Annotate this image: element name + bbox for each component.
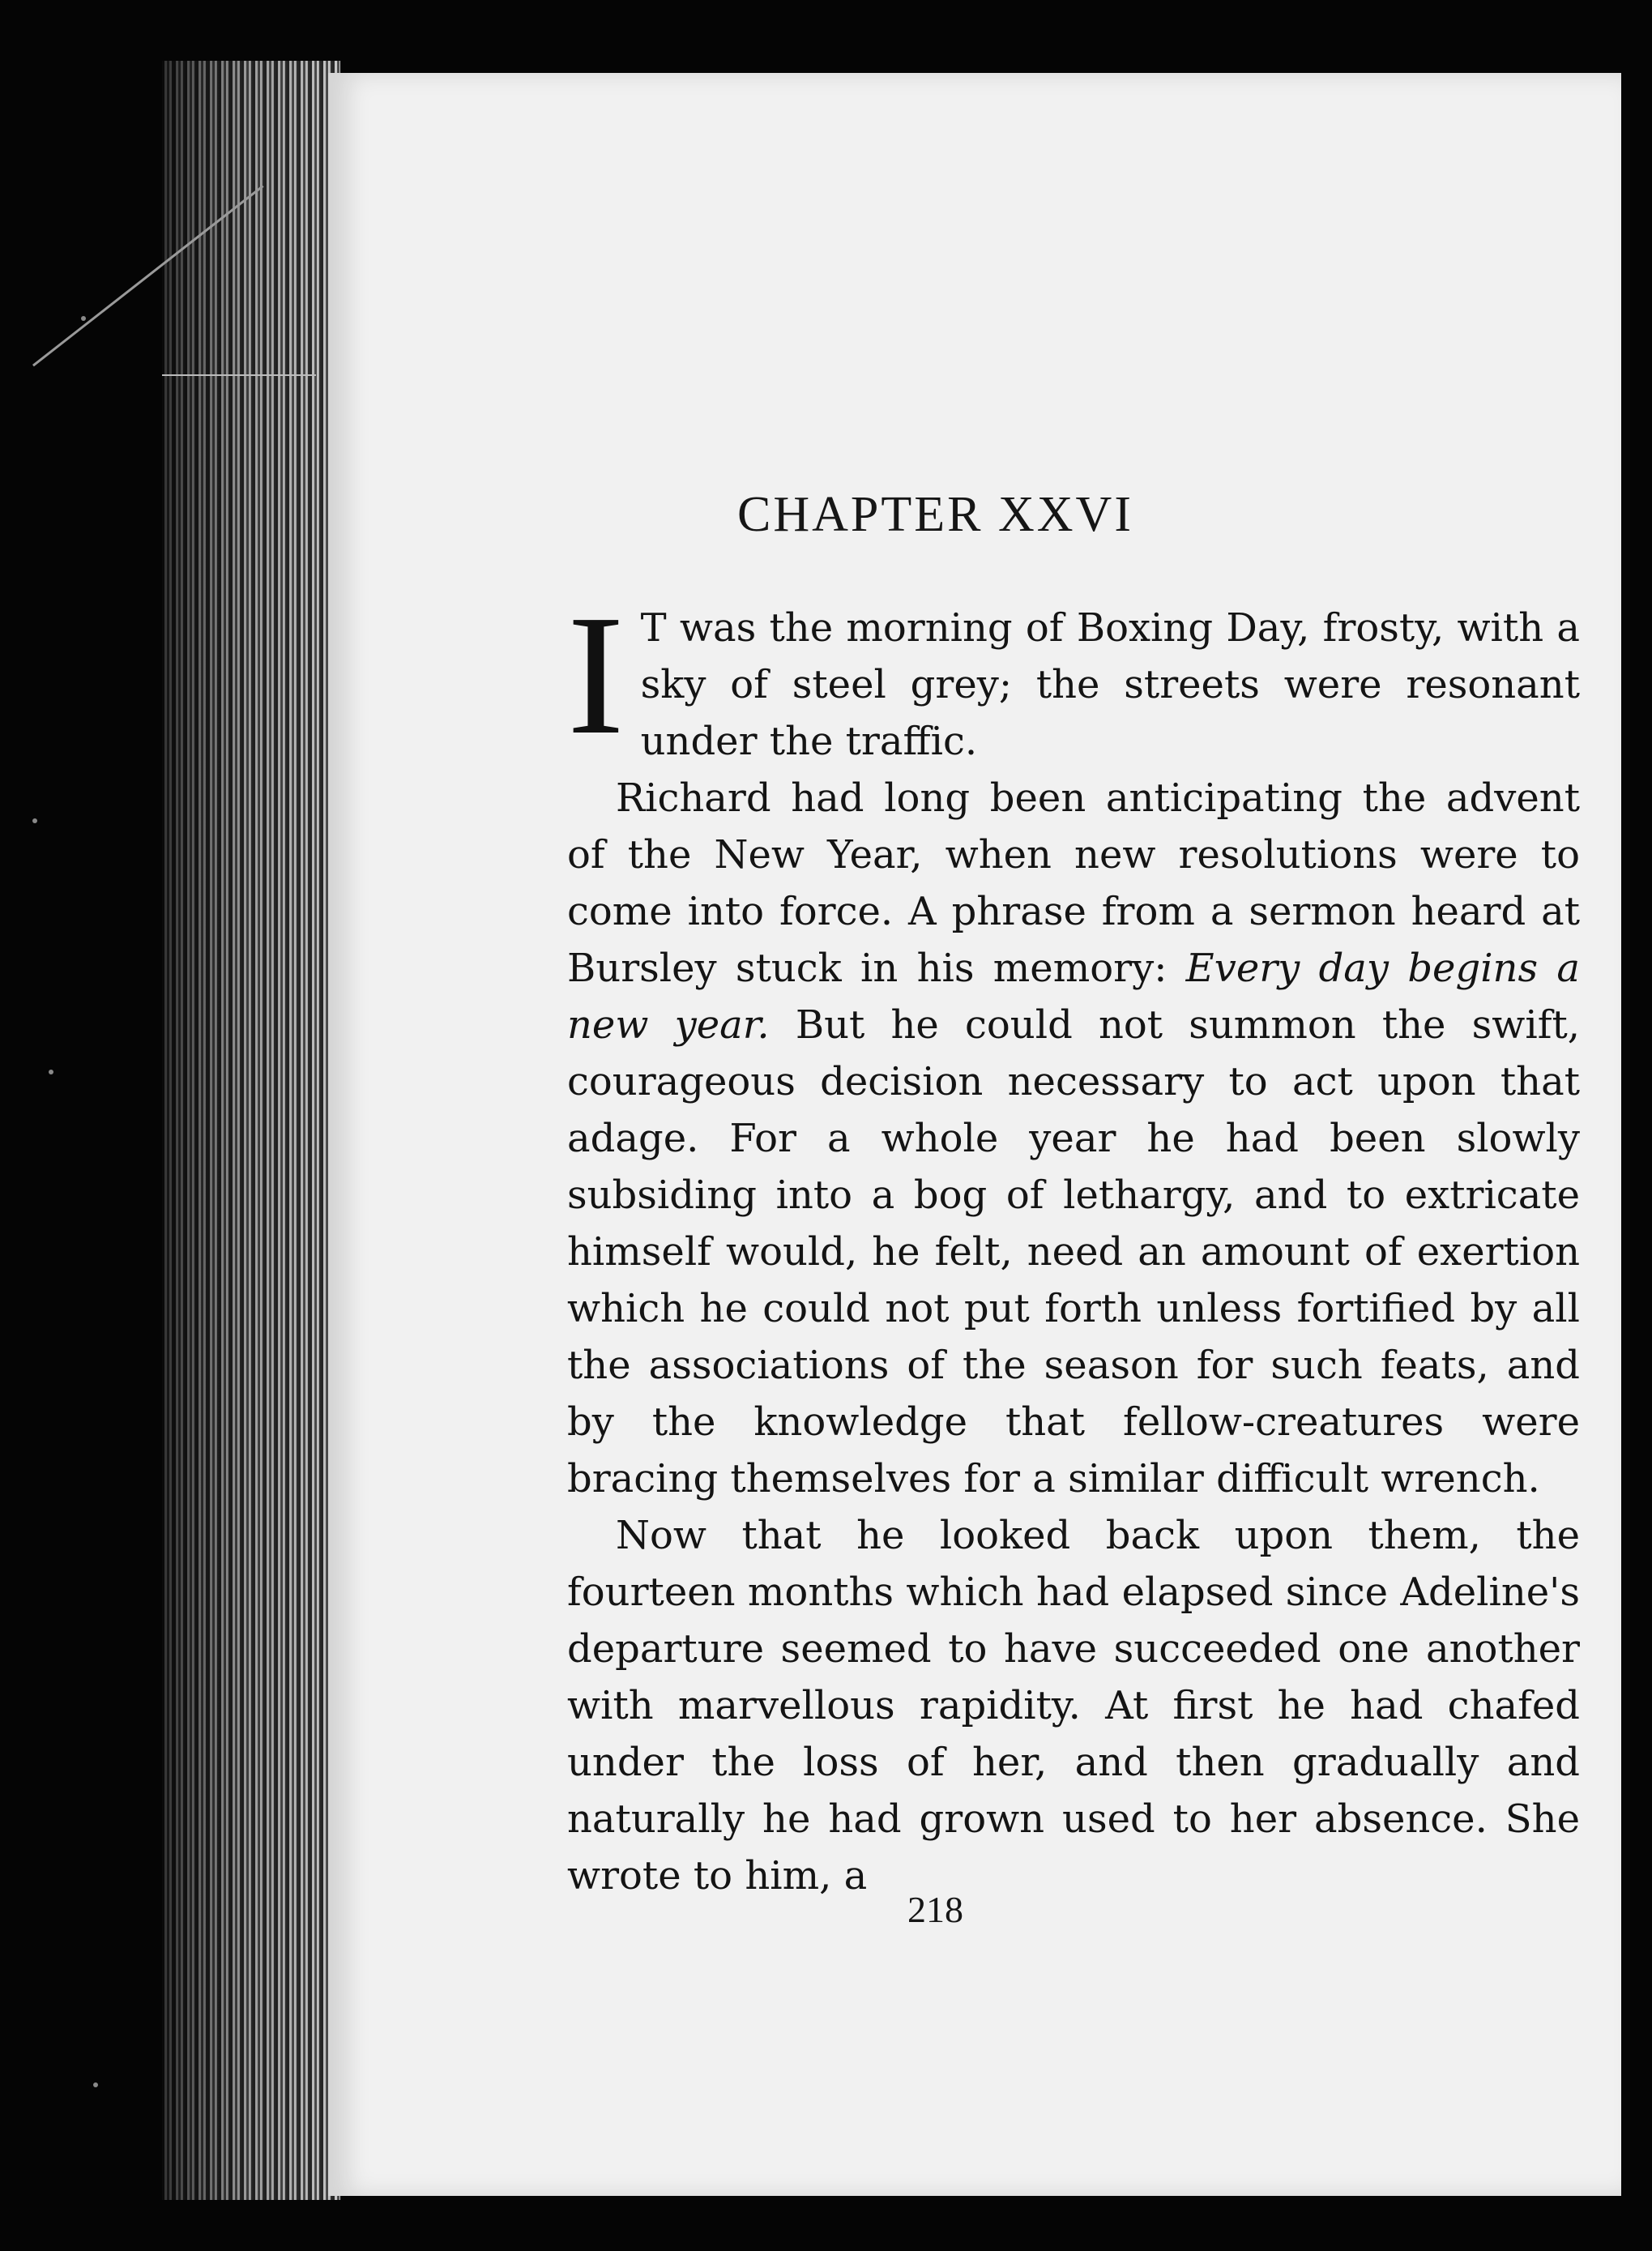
scan-artifact-line — [162, 374, 316, 376]
scan-speck — [93, 2082, 98, 2087]
paragraph-2-text: Richard had long been anticipating the advent of the New Year, when new resolutions were to come into force. A phrase from a sermon heard at Bursley stuck in his memory: — [567, 775, 1580, 991]
chapter-title: CHAPTER XXVI — [737, 487, 1133, 542]
drop-cap: I — [567, 579, 625, 770]
book-page-edges — [162, 61, 340, 2200]
paragraph-1-text: T was the morning of Boxing Day, frosty, with a sky of steel grey; the streets were resonant under the traffic. — [640, 605, 1580, 764]
paragraph-2-text-after: But he could not summon the swift, courageous decision necessary to act upon that adage. For a whole year he had been slowly subsiding into a bog of lethargy, and to extricate himself would, he felt, need an amount of exertion which he could not put forth unless fortified by all the associations of the season for such feats, and by the knowledge that fellow-creatures were bracing themselves for a similar difficult wrench. — [567, 1002, 1581, 1501]
scan-speck — [81, 316, 86, 321]
scan-speck — [49, 1070, 53, 1074]
paragraph-3-text: Now that he looked back upon them, the fourteen months which had elapsed since Adeline's departure seemed to have succeeded one another with marvellous rapidity. At first he had chafed under the loss of her, and then gradually and naturally he had grown used to her absence. She wrote to him, a — [567, 1513, 1580, 1899]
scan-speck — [32, 818, 37, 823]
paragraph-2 — [567, 770, 1580, 1507]
page-number: 218 — [907, 1889, 963, 1930]
body-text — [567, 579, 1581, 1904]
italic-quote: Every day begins a new year. — [567, 946, 1581, 1048]
paragraph-3 — [567, 1507, 1580, 1904]
paragraph-1 — [567, 579, 1580, 770]
